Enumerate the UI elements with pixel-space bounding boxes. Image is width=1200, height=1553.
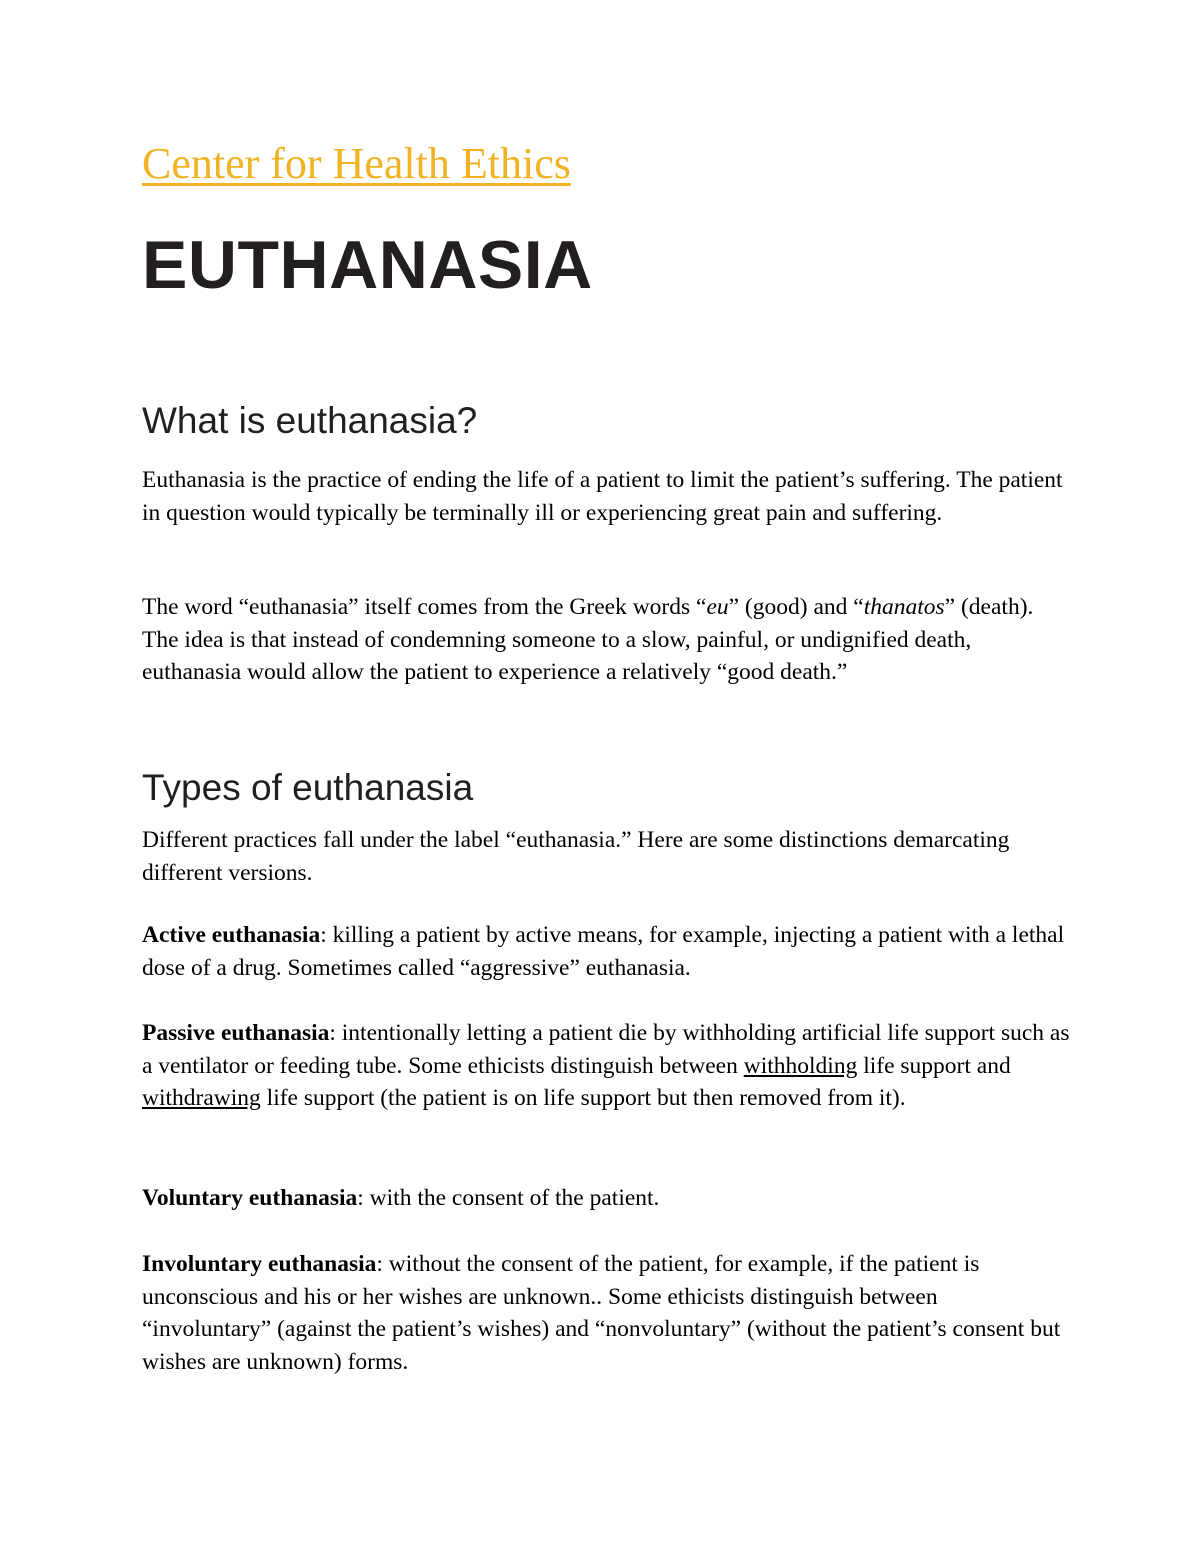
heading-what-is: What is euthanasia? (142, 400, 478, 441)
heading-types: Types of euthanasia (142, 767, 474, 808)
paragraph-etymology (142, 591, 1072, 689)
paragraph-voluntary (142, 1182, 1072, 1215)
passive-definition-a: : intentionally letting a patient die by withholding artificial life support such as a ventilator or feeding tube. Some ethicists distinguish between (142, 1020, 1070, 1079)
voluntary-definition: : with the consent of the patient. (357, 1185, 660, 1211)
etymology-text-a: The word “euthanasia” itself comes from the Greek words “ (142, 594, 707, 620)
paragraph-definition: Euthanasia is the practice of ending the life of a patient to limit the patient’s suffering. The patient in question would typically be terminally ill or experiencing great pain and suffering. (142, 467, 1063, 526)
term-passive: Passive euthanasia (142, 1020, 330, 1046)
passive-definition-c: life support (the patient is on life support but then removed from it). (260, 1085, 906, 1112)
org-link[interactable]: Center for Health Ethics (142, 139, 571, 188)
involuntary-definition: : without the consent of the patient, for example, if the patient is unconscious and his or her wishes are unknown.. Some ethicists distinguish between “involuntary” (against the patient’s wishes) and “nonvoluntary” (without the patient’s consent but wishes are unknown) forms. (142, 1251, 1061, 1375)
paragraph-types-intro: Different practices fall under the label “euthanasia.” Here are some distinctions demarcating different versions. (142, 827, 1010, 886)
paragraph-passive (142, 1017, 1072, 1115)
etymology-text-c: ” (death). The idea is that instead of condemning someone to a slow, painful, or undignified death, euthanasia would allow the patient to experience a relatively “good death.” (142, 594, 1034, 686)
active-definition: : killing a patient by active means, for example, injecting a patient with a lethal dose of a drug. Sometimes called “aggressive” euthanasia. (142, 922, 1065, 981)
term-withholding: withholding (743, 1052, 858, 1079)
etymology-text-b: ” (good) and “ (728, 594, 864, 620)
passive-definition-b: life support and (857, 1052, 1011, 1079)
page-title: EUTHANASIA (142, 227, 593, 303)
term-withdrawing: withdrawing (142, 1085, 261, 1112)
term-voluntary: Voluntary euthanasia (142, 1185, 358, 1211)
term-active: Active euthanasia (142, 922, 321, 948)
term-involuntary: Involuntary euthanasia (142, 1251, 377, 1277)
term-thanatos: thanatos (863, 594, 945, 620)
paragraph-active (142, 919, 1072, 984)
paragraph-involuntary (142, 1248, 1072, 1378)
term-eu: eu (706, 594, 729, 620)
